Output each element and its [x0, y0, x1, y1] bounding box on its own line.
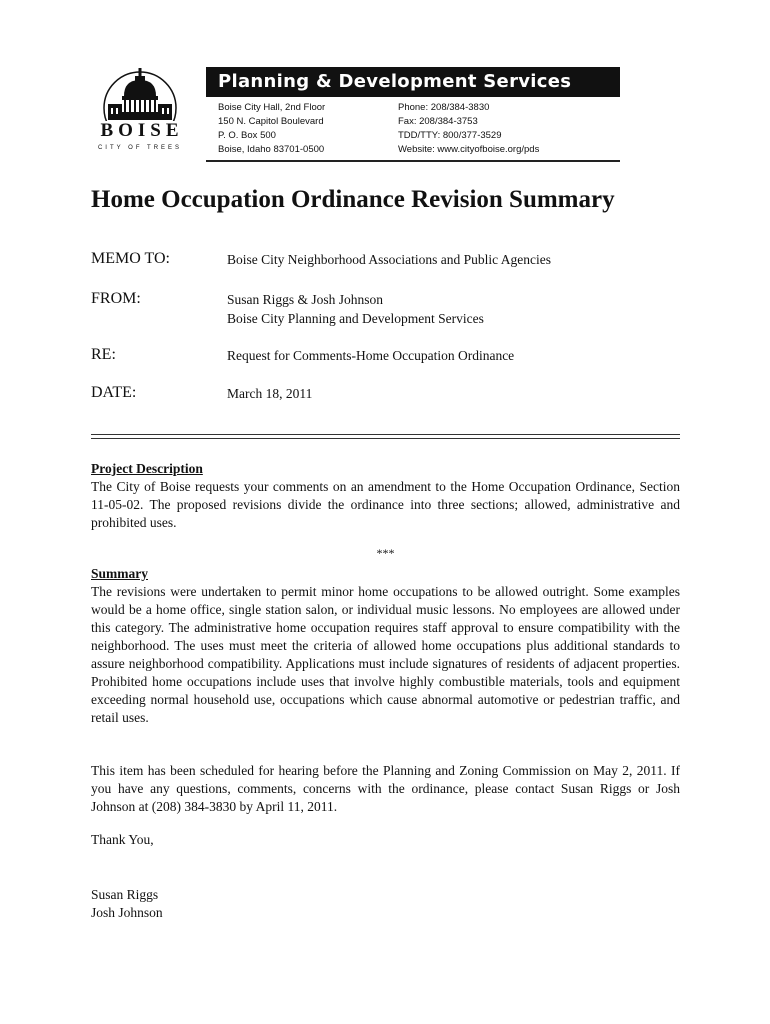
- project-description-heading: Project Description: [91, 461, 203, 476]
- address-line: 150 N. Capitol Boulevard: [218, 116, 324, 127]
- divider-line: [91, 438, 680, 439]
- logo-city-name: BOISE: [90, 121, 190, 141]
- summary-section: [91, 565, 680, 727]
- contact-line: Website: www.cityofboise.org/pds: [398, 144, 540, 155]
- memo-to-value: Boise City Neighborhood Associations and Public Agencies: [227, 252, 551, 267]
- signature-name: Susan Riggs: [91, 887, 159, 902]
- contact-line: Phone: 208/384-3830: [398, 102, 490, 113]
- memo-re-label: RE:: [91, 346, 116, 363]
- memo-date-label: DATE:: [91, 384, 137, 401]
- summary-text: The revisions were undertaken to permit minor home occupations to be allowed outright. Some examples would be a home office, single station salon, or individual music lessons. No employees are allowed under this category. The administrative home occupation requires staff approval to ensure compatibility with the neighborhood. The uses must meet the criteria of allowed home occupations plus additional standards to assure neighborhood compatibility. Applications must include signatures of residents of adjacent properties. Prohibited home occupations include uses that involve highly combustible materials, tools and equipment exceeding normal household use, occupations which cause abnormal automotive or pedestrian traffic, and retail uses.: [91, 584, 680, 725]
- memo-re-value: Request for Comments-Home Occupation Ordinance: [227, 348, 515, 363]
- hearing-section: [91, 762, 680, 816]
- city-logo: [90, 66, 190, 162]
- letterhead: [206, 67, 620, 162]
- project-description-text: The City of Boise requests your comments on an amendment to the Home Occupation Ordinance, Section 11-05-02. The proposed revisions divide the ordinance into three sections; allowed, administrative and prohibited uses.: [91, 479, 680, 530]
- capitol-dome-icon: [90, 66, 190, 126]
- address-block: [218, 101, 398, 157]
- signature-name: Josh Johnson: [91, 905, 163, 920]
- hearing-text: This item has been scheduled for hearing before the Planning and Zoning Commission on May 2, 2011. If you have any questions, comments, concerns with the ordinance, please contact Susan Riggs or Josh Johnson at (208) 384-3830 by April 11, 2011.: [91, 763, 680, 814]
- memo-from-department: Boise City Planning and Development Services: [227, 311, 484, 326]
- memo-from-value: Susan Riggs & Josh Johnson: [227, 292, 384, 307]
- address-line: Boise, Idaho 83701-0500: [218, 144, 325, 155]
- department-title: Planning & Development Services: [206, 67, 620, 97]
- project-description-section: [91, 460, 680, 532]
- memo-to-label: MEMO TO:: [91, 250, 170, 267]
- memo-date-value: March 18, 2011: [227, 386, 313, 401]
- document-title: Home Occupation Ordinance Revision Summary: [91, 186, 615, 213]
- contact-line: Fax: 208/384-3753: [398, 116, 478, 127]
- memo-from-label: FROM:: [91, 290, 141, 307]
- contact-line: TDD/TTY: 800/377-3529: [398, 130, 502, 141]
- closing-text: Thank You,: [91, 832, 154, 847]
- contact-block: [398, 101, 618, 157]
- address-line: Boise City Hall, 2nd Floor: [218, 102, 326, 113]
- address-line: P. O. Box 500: [218, 130, 276, 141]
- section-separator: ***: [376, 546, 395, 560]
- logo-tagline: CITY OF TREES: [97, 145, 183, 151]
- divider-line: [91, 434, 680, 435]
- summary-heading: Summary: [91, 566, 148, 581]
